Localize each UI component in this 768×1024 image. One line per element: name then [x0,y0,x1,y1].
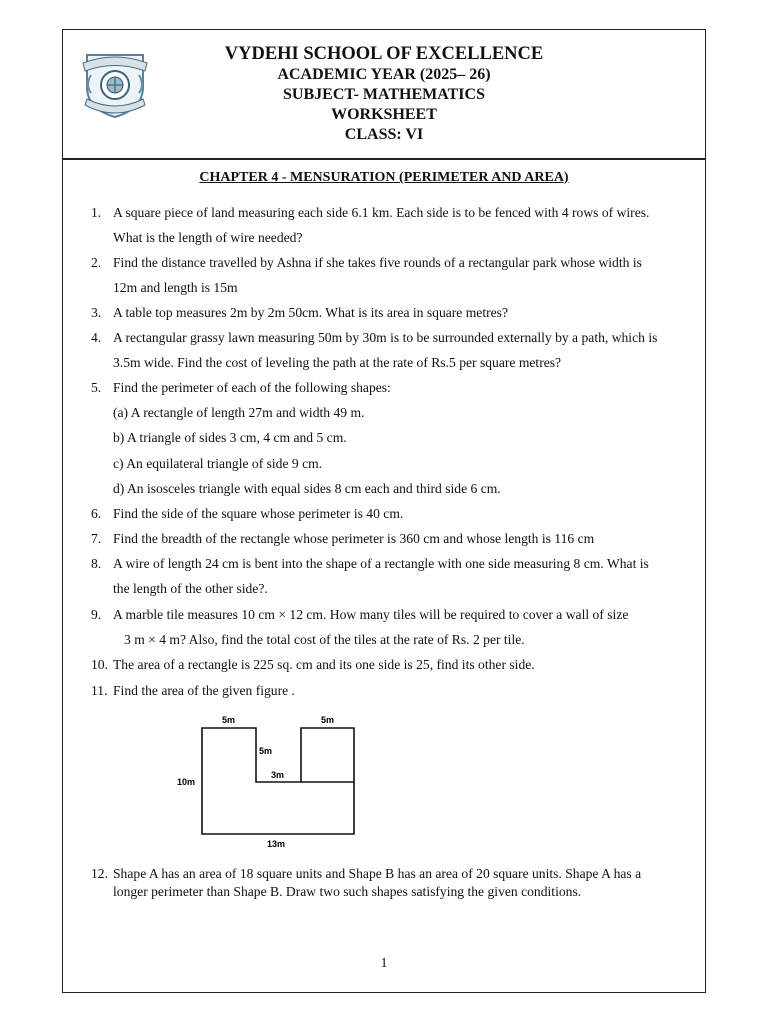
question-text: A marble tile measures 10 cm × 12 cm. How many tiles will be required to cover a wall of size [113,607,629,622]
question-text: The area of a rectangle is 225 sq. cm and its one side is 25, find its other side. [113,657,535,672]
label-inner-depth: 5m [259,746,273,756]
class-label: CLASS: VI [344,126,424,143]
question-number: 2. [91,255,102,270]
school-name: VYDEHI SCHOOL OF EXCELLENCE [224,44,544,64]
sub-question: d) An isosceles triangle with equal sides 8 cm each and third side 6 cm. [113,481,501,496]
question-text: 3 m × 4 m? Also, find the total cost of the tiles at the rate of Rs. 2 per tile. [124,632,525,647]
label-height: 10m [177,777,196,787]
page-number: 1 [380,956,388,971]
label-base: 13m [267,839,286,849]
question-number: 11. [91,683,108,698]
question-number: 4. [91,330,102,345]
academic-year: ACADEMIC YEAR (2025– 26) [277,66,491,83]
question-text: longer perimeter than Shape B. Draw two such shapes satisfying the given conditions. [113,884,582,899]
question-number: 1. [91,205,102,220]
subject: SUBJECT- MATHEMATICS [283,86,485,103]
question-text: Find the perimeter of each of the following shapes: [113,380,391,395]
question-text: Find the breadth of the rectangle whose perimeter is 360 cm and whose length is 116 cm [113,531,595,546]
sub-question: (a) A rectangle of length 27m and width 49 m. [113,405,365,420]
question-number: 3. [91,305,102,320]
question-text: the length of the other side?. [113,581,268,596]
question-text: Shape A has an area of 18 square units and Shape B has an area of 20 square units. Shape A has a [113,866,642,881]
school-logo [79,49,151,121]
question-number: 9. [91,607,102,622]
label-top-right: 5m [321,715,335,725]
sub-question: c) An equilateral triangle of side 9 cm. [113,456,323,471]
question-text: A wire of length 24 cm is bent into the shape of a rectangle with one side measuring 8 cm. What is [113,556,649,571]
chapter-title: CHAPTER 4 - MENSURATION (PERIMETER AND AREA) [199,170,569,185]
question-text: 12m and length is 15m [113,280,238,295]
question-text: What is the length of wire needed? [113,230,303,245]
question-number: 5. [91,380,102,395]
question-text: A table top measures 2m by 2m 50cm. What is its area in square metres? [113,305,508,320]
question-text: Find the side of the square whose perimeter is 40 cm. [113,506,404,521]
question-number: 12. [91,866,108,881]
label-inner-width: 3m [271,770,285,780]
question-text: A square piece of land measuring each side 6.1 km. Each side is to be fenced with 4 rows of wires. [113,205,650,220]
document-header [176,44,592,145]
question-number: 6. [91,506,102,521]
composite-shape-outline [202,728,354,834]
question-text: Find the distance travelled by Ashna if she takes five rounds of a rectangular park whose width is [113,255,642,270]
label-top-left: 5m [222,715,236,725]
question-number: 10. [91,657,108,672]
document-type: WORKSHEET [331,106,437,123]
composite-shape-figure [172,708,372,860]
question-text: 3.5m wide. Find the cost of leveling the path at the rate of Rs.5 per square metres? [113,355,562,370]
header-divider [62,158,706,160]
question-text: A rectangular grassy lawn measuring 50m by 30m is to be surrounded externally by a path, which is [113,330,658,345]
question-number: 7. [91,531,102,546]
question-text: Find the area of the given figure . [113,683,295,698]
sub-question: b) A triangle of sides 3 cm, 4 cm and 5 cm. [113,430,347,445]
question-number: 8. [91,556,102,571]
